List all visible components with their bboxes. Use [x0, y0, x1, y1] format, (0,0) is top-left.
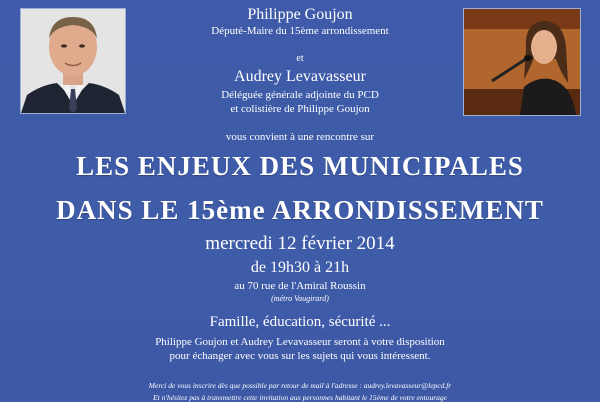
- portrait-man-photo: [20, 8, 126, 114]
- portrait-woman-speaking-photo: [463, 8, 581, 116]
- themes-text: Famille, éducation, sécurité ...: [209, 314, 391, 330]
- body-line2: pour échanger avec vous sur les sujets qui vous intéressent.: [169, 350, 431, 362]
- event-time: de 19h30 à 21h: [250, 259, 350, 276]
- event-metro: (métro Vaugirard): [271, 294, 329, 303]
- event-date: mercredi 12 février 2014: [205, 233, 395, 254]
- headline-line1: LES ENJEUX DES MUNICIPALES: [76, 151, 524, 181]
- cohost-name: Audrey Levavasseur: [234, 68, 366, 85]
- host-name: Philippe Goujon: [247, 6, 353, 23]
- event-address: au 70 rue de l'Amiral Roussin: [234, 280, 366, 292]
- cohost-role-line2: et colistière de Philippe Goujon: [230, 103, 370, 115]
- conjunction-text: et: [296, 53, 304, 64]
- host-role: Député-Maire du 15ème arrondissement: [211, 25, 389, 37]
- body-line1: Philippe Goujon et Audrey Levavasseur seront à votre disposition: [155, 336, 445, 348]
- headline-line2: DANS LE 15ème ARRONDISSEMENT: [56, 195, 544, 225]
- footer-line1: Merci de vous inscrire dès que possible par retour de mail à l'adresse : audrey.levavasseur@lepcd.fr: [148, 381, 452, 390]
- invite-text: vous convient à une rencontre sur: [225, 131, 375, 143]
- footer-line2: Et n'hésitez pas à transmettre cette invitation aux personnes habitant le 15ème de votre entourage: [153, 393, 447, 402]
- cohost-role-line1: Déléguée générale adjointe du PCD: [221, 89, 379, 101]
